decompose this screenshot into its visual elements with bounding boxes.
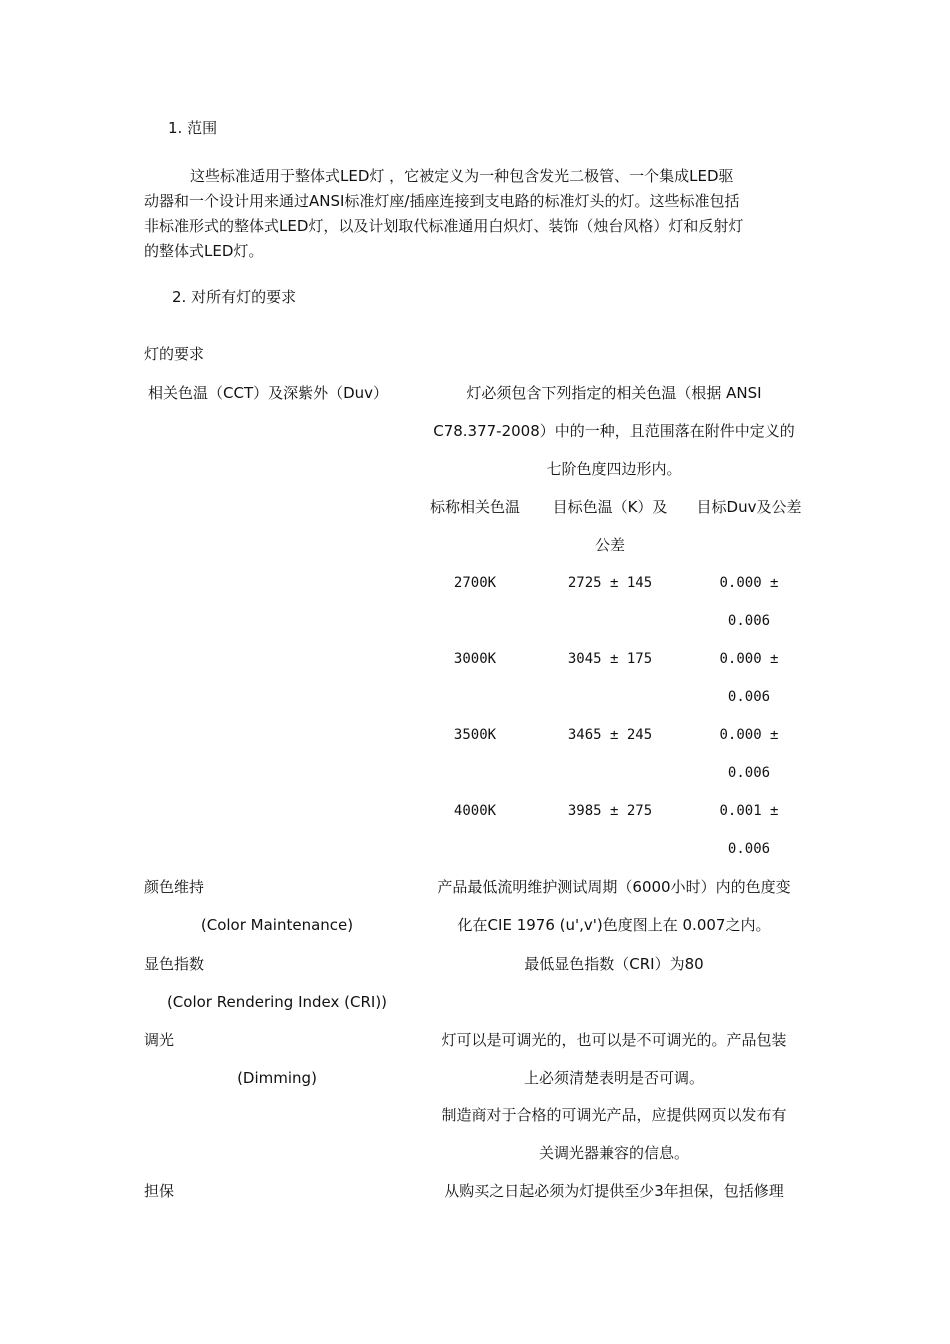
cct-table-header-target: 目标色温（K）及 (552, 498, 668, 516)
cct-desc-line-2: C78.377-2008）中的一种，且范围落在附件中定义的 (433, 422, 795, 440)
dimming-desc-line-3: 制造商对于合格的可调光产品，应提供网页以发布有 (441, 1106, 787, 1124)
warranty-label: 担保 (144, 1182, 175, 1200)
cct-row-3-target: 3465 ± 245 (567, 727, 653, 743)
dimming-desc-line-1: 灯可以是可调光的，也可以是不可调光的。产品包装 (441, 1031, 787, 1049)
dimming-label-en: (Dimming) (237, 1069, 317, 1087)
cct-row-4-nominal: 4000K (453, 803, 497, 819)
cct-row-3-duv: 0.000 ± (719, 727, 779, 743)
cct-row-2-target: 3045 ± 175 (567, 651, 653, 667)
cct-row-1-nominal: 2700K (453, 575, 497, 591)
cct-row-4-duv-tol: 0.006 (727, 841, 771, 857)
color-maint-label: 颜色维持 (144, 878, 205, 896)
cct-row-4-target: 3985 ± 275 (567, 803, 653, 819)
section1-para-line-2: 动器和一个设计用来通过ANSI标准灯座/插座连接到支电路的标准灯头的灯。这些标准包括 (144, 192, 740, 210)
cct-label: 相关色温（CCT）及深紫外（Duv） (148, 384, 389, 402)
cri-label: 显色指数 (144, 955, 205, 973)
warranty-desc: 从购买之日起必须为灯提供至少3年担保，包括修理 (444, 1182, 784, 1200)
dimming-desc-line-4: 关调光器兼容的信息。 (538, 1144, 689, 1162)
section1-para-line-3: 非标准形式的整体式LED灯，以及计划取代标准通用白炽灯、装饰（烛台风格）灯和反射灯 (144, 217, 744, 235)
cct-desc-line-3: 七阶色度四边形内。 (546, 460, 682, 478)
cct-row-3-duv-tol: 0.006 (727, 765, 771, 781)
color-maint-desc-line-2: 化在CIE 1976 (u',v')色度图上在 0.007之内。 (457, 916, 771, 934)
cct-table-header-duv: 目标Duv及公差 (696, 498, 802, 516)
section2-heading: 2. 对所有灯的要求 (172, 288, 297, 306)
cct-row-4-duv: 0.001 ± (719, 803, 779, 819)
cct-table-header-nominal: 标称相关色温 (429, 498, 520, 516)
dimming-label: 调光 (144, 1031, 175, 1049)
color-maint-desc-line-1: 产品最低流明维护测试周期（6000小时）内的色度变 (437, 878, 791, 896)
dimming-desc-line-2: 上必须清楚表明是否可调。 (523, 1069, 704, 1087)
cct-row-1-target: 2725 ± 145 (567, 575, 653, 591)
cct-table-header-target-line2: 公差 (594, 536, 625, 554)
color-maint-label-en: (Color Maintenance) (200, 916, 354, 934)
cct-row-1-duv-tol: 0.006 (727, 613, 771, 629)
cri-desc: 最低显色指数（CRI）为80 (524, 955, 704, 973)
cct-row-3-nominal: 3500K (453, 727, 497, 743)
section1-para-line-1: 这些标准适用于整体式LED灯 ，它被定义为一种包含发光二极管、一个集成LED驱 (190, 167, 734, 185)
subheading: 灯的要求 (144, 345, 205, 363)
section1-para-line-4: 的整体式LED灯。 (144, 242, 264, 260)
section1-heading: 1. 范围 (168, 119, 218, 137)
cct-row-2-duv-tol: 0.006 (727, 689, 771, 705)
cri-label-en: (Color Rendering Index (CRI)) (166, 993, 388, 1011)
cct-desc-line-1: 灯必须包含下列指定的相关色温（根据 ANSI (466, 384, 762, 402)
cct-row-1-duv: 0.000 ± (719, 575, 779, 591)
cct-row-2-nominal: 3000K (453, 651, 497, 667)
cct-row-2-duv: 0.000 ± (719, 651, 779, 667)
